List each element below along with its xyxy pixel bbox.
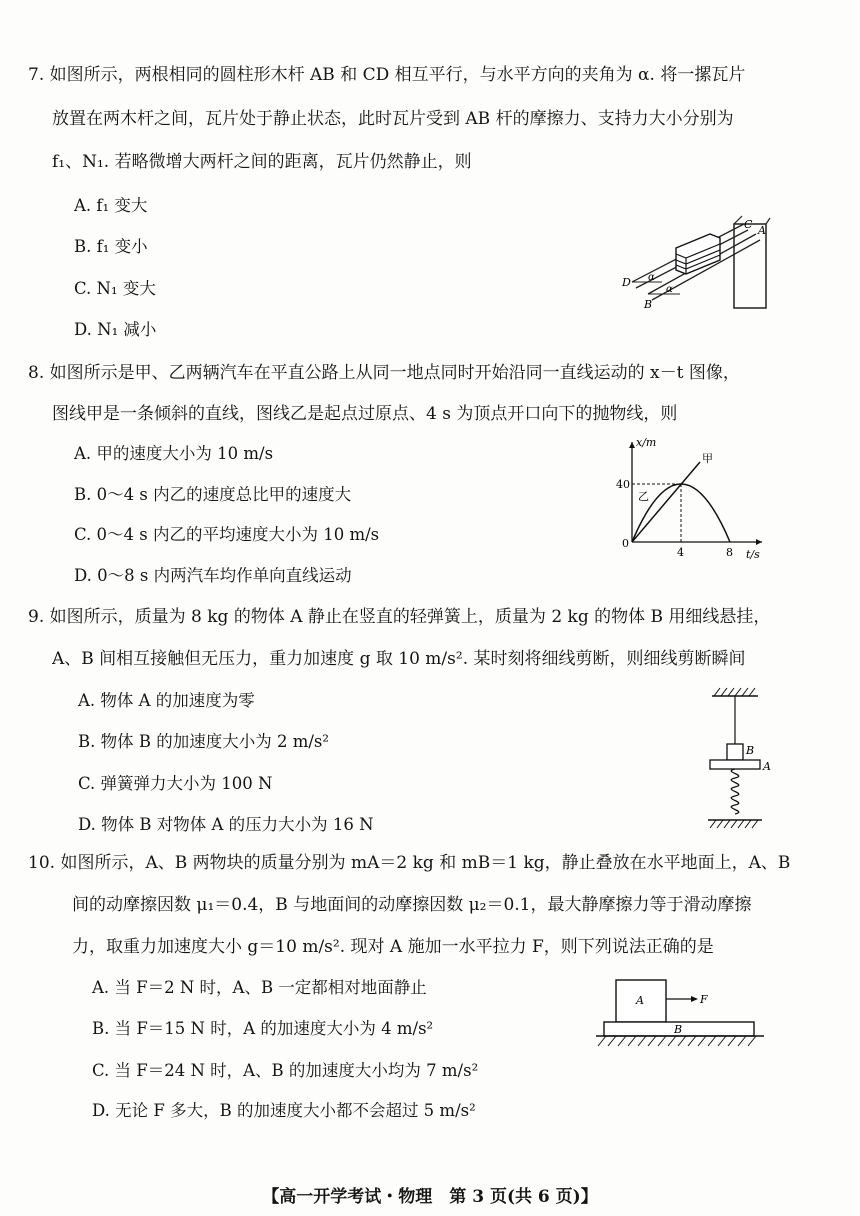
q9-label-a: A bbox=[763, 760, 771, 773]
q8-option-d: D. 0～8 s 内两汽车均作单向直线运动 bbox=[74, 566, 352, 585]
q10-option-b: B. 当 F＝15 N 时，A 的加速度大小为 4 m/s² bbox=[92, 1019, 434, 1038]
q7-label-d: D bbox=[622, 276, 631, 289]
q10-option-d: D. 无论 F 多大，B 的加速度大小都不会超过 5 m/s² bbox=[92, 1101, 476, 1120]
q9-line-2: A、B 间相互接触但无压力，重力加速度 g 取 10 m/s². 某时刻将细线剪断，则细线剪断瞬间 bbox=[52, 649, 746, 669]
q8-option-a: A. 甲的速度大小为 10 m/s bbox=[74, 444, 274, 463]
q7-option-a: A. f₁ 变大 bbox=[74, 196, 148, 215]
q10-label-b: B bbox=[674, 1023, 683, 1036]
q9-spring-figure bbox=[700, 684, 780, 830]
q8-x-axis-label: t/s bbox=[746, 548, 760, 560]
q9-option-b: B. 物体 B 的加速度大小为 2 m/s² bbox=[78, 732, 330, 751]
q8-y-tick-40: 40 bbox=[616, 478, 630, 491]
q7-label-b: B bbox=[644, 298, 653, 311]
q7-label-c: C bbox=[744, 218, 753, 231]
q8-option-b: B. 0～4 s 内乙的速度总比甲的速度大 bbox=[74, 485, 352, 504]
q7-label-alpha-2: α bbox=[666, 284, 673, 295]
q9-option-d: D. 物体 B 对物体 A 的压力大小为 16 N bbox=[78, 815, 374, 834]
q7-option-b: B. f₁ 变小 bbox=[74, 237, 148, 256]
q7-figure-rods-tiles bbox=[618, 212, 778, 312]
q8-label-jia: 甲 bbox=[702, 452, 713, 465]
q10-option-c: C. 当 F＝24 N 时，A、B 的加速度大小均为 7 m/s² bbox=[92, 1061, 479, 1080]
q8-xt-graph bbox=[612, 436, 772, 560]
q10-blocks-figure bbox=[594, 972, 774, 1054]
q10-line-2: 间的动摩擦因数 μ₁＝0.4，B 与地面间的动摩擦因数 μ₂＝0.1，最大静摩擦力等于滑动摩擦 bbox=[72, 895, 752, 915]
q8-line-1: 8. 如图所示是甲、乙两辆汽车在平直公路上从同一地点同时开始沿同一直线运动的 x－t 图像， bbox=[28, 363, 740, 383]
page-footer: 【高一开学考试・物理 第 3 页(共 6 页)】 bbox=[262, 1187, 598, 1207]
q10-line-3: 力，取重力加速度大小 g＝10 m/s². 现对 A 施加一水平拉力 F，则下列说法正确的是 bbox=[72, 937, 714, 957]
q8-y-axis-label: x/m bbox=[636, 436, 657, 449]
q8-label-yi: 乙 bbox=[638, 490, 649, 503]
q10-option-a: A. 当 F＝2 N 时，A、B 一定都相对地面静止 bbox=[92, 978, 427, 997]
q7-label-a: A bbox=[758, 224, 766, 237]
q9-option-c: C. 弹簧弹力大小为 100 N bbox=[78, 774, 273, 793]
q10-label-f: F bbox=[700, 993, 708, 1006]
q7-line-3: f₁、N₁. 若略微增大两杆之间的距离，瓦片仍然静止，则 bbox=[52, 152, 472, 172]
q9-label-b: B bbox=[746, 744, 755, 757]
q10-line-1: 10. 如图所示，A、B 两物块的质量分别为 mA＝2 kg 和 mB＝1 kg，静止叠放在水平地面上，A、B bbox=[28, 853, 791, 873]
q9-option-a: A. 物体 A 的加速度为零 bbox=[78, 691, 255, 710]
q10-label-a: A bbox=[636, 994, 644, 1007]
q8-line-2: 图线甲是一条倾斜的直线，图线乙是起点过原点、4 s 为顶点开口向下的抛物线，则 bbox=[52, 404, 678, 424]
q8-x-tick-4: 4 bbox=[677, 546, 684, 559]
q7-option-d: D. N₁ 减小 bbox=[74, 320, 157, 339]
q8-option-c: C. 0～4 s 内乙的平均速度大小为 10 m/s bbox=[74, 525, 380, 544]
q9-line-1: 9. 如图所示，质量为 8 kg 的物体 A 静止在竖直的轻弹簧上，质量为 2 kg 的物体 B 用细线悬挂， bbox=[28, 607, 771, 627]
q7-option-c: C. N₁ 变大 bbox=[74, 279, 156, 298]
q7-label-alpha-1: α bbox=[648, 272, 655, 283]
q8-origin: 0 bbox=[622, 537, 629, 550]
q7-line-1: 7. 如图所示，两根相同的圆柱形木杆 AB 和 CD 相互平行，与水平方向的夹角为 α. 将一摞瓦片 bbox=[28, 65, 746, 85]
q7-line-2: 放置在两木杆之间，瓦片处于静止状态，此时瓦片受到 AB 杆的摩擦力、支持力大小分别为 bbox=[52, 109, 734, 129]
q8-x-tick-8: 8 bbox=[726, 546, 733, 559]
